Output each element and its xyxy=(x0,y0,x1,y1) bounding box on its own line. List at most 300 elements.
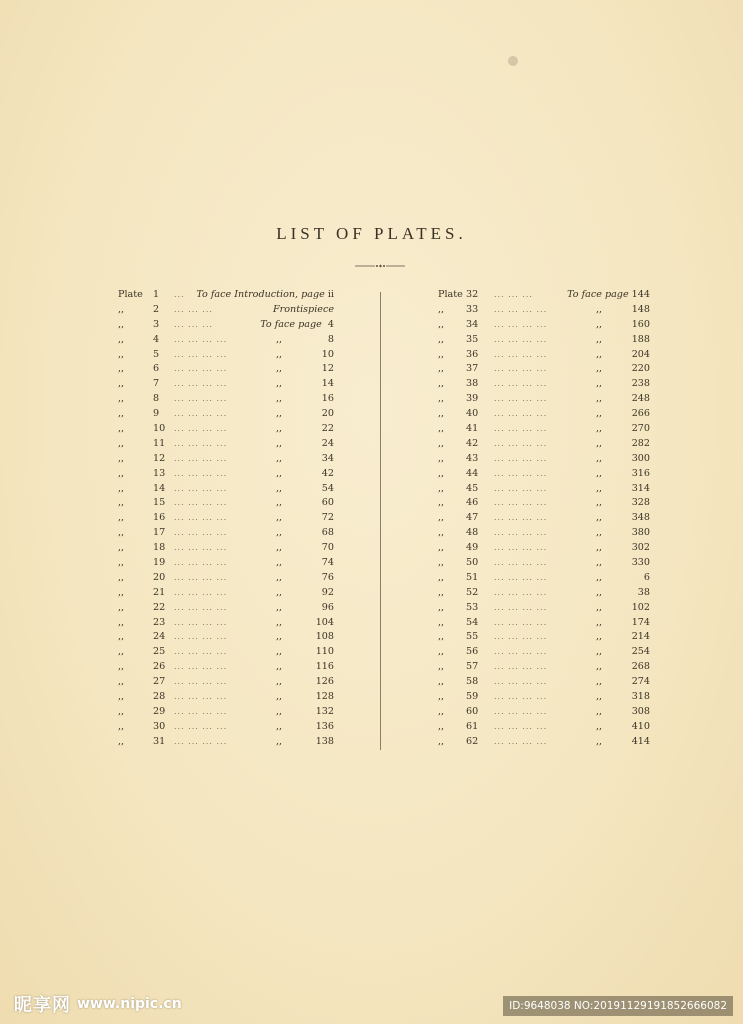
ditto-mark: ,, xyxy=(118,676,125,688)
leader-dots: ... ... ... ... xyxy=(174,409,228,419)
page-number: 268 xyxy=(631,661,650,673)
page-number: 54 xyxy=(321,482,334,494)
plate-number: 8 xyxy=(153,393,160,405)
plate-row xyxy=(118,556,334,571)
page-number: 6 xyxy=(643,571,650,583)
plate-number: 15 xyxy=(153,497,166,509)
ditto-mark: ,, xyxy=(596,393,603,405)
plate-number: 14 xyxy=(153,482,166,494)
ditto-mark: ,, xyxy=(438,527,445,539)
ditto-mark: ,, xyxy=(118,497,125,509)
page-number: 68 xyxy=(321,527,334,539)
plate-number: 43 xyxy=(466,452,479,464)
ditto-mark: ,, xyxy=(438,437,445,449)
plate-row xyxy=(118,392,334,407)
page-number: 102 xyxy=(631,601,650,613)
ditto-mark: ,, xyxy=(276,512,283,524)
leader-dots: ... ... ... ... xyxy=(174,736,228,746)
leader-dots: ... ... ... ... xyxy=(494,349,548,359)
reference-page: 4 xyxy=(321,318,334,330)
leader-dots: ... ... ... ... xyxy=(174,721,228,731)
plate-row xyxy=(438,705,650,720)
leader-dots: ... ... ... ... xyxy=(494,558,548,568)
ditto-mark: ,, xyxy=(276,408,283,420)
ditto-mark: ,, xyxy=(118,408,125,420)
ditto-mark: ,, xyxy=(118,452,125,464)
page-number: 24 xyxy=(321,437,334,449)
plate-number: 17 xyxy=(153,527,166,539)
page-number: 380 xyxy=(631,527,650,539)
ditto-mark: ,, xyxy=(438,303,445,315)
plate-row xyxy=(118,645,334,660)
plate-row xyxy=(438,541,650,556)
plate-row xyxy=(118,348,334,363)
plate-row xyxy=(118,526,334,541)
ditto-mark: ,, xyxy=(276,705,283,717)
plate-number: 34 xyxy=(466,318,479,330)
plate-number: 42 xyxy=(466,437,479,449)
plate-number: 41 xyxy=(466,423,479,435)
ditto-mark: ,, xyxy=(438,512,445,524)
plate-row xyxy=(118,482,334,497)
leader-dots: ... ... ... ... xyxy=(494,572,548,582)
ditto-mark: ,, xyxy=(438,676,445,688)
ditto-mark: ,, xyxy=(596,527,603,539)
ditto-mark: ,, xyxy=(438,348,445,360)
page-number: 174 xyxy=(631,616,650,628)
plate-number: 21 xyxy=(153,586,166,598)
page-number: 414 xyxy=(631,735,650,747)
ditto-mark: ,, xyxy=(118,661,125,673)
plate-number: 20 xyxy=(153,571,166,583)
ditto-mark: ,, xyxy=(118,586,125,598)
plate-row xyxy=(118,720,334,735)
ditto-mark: ,, xyxy=(276,586,283,598)
plate-number: 12 xyxy=(153,452,166,464)
ditto-mark: ,, xyxy=(276,467,283,479)
plate-row xyxy=(438,720,650,735)
leader-dots: ... ... ... ... xyxy=(174,483,228,493)
ditto-mark: ,, xyxy=(596,423,603,435)
page-number: 136 xyxy=(315,720,334,732)
plate-number: 28 xyxy=(153,691,166,703)
leader-dots: ... ... ... ... xyxy=(494,662,548,672)
page-number: 60 xyxy=(321,497,334,509)
leader-dots: ... ... ... ... xyxy=(494,409,548,419)
leader-dots: ... ... ... ... xyxy=(174,334,228,344)
plate-reference xyxy=(196,288,334,303)
ditto-mark: ,, xyxy=(118,363,125,375)
ditto-mark: ,, xyxy=(118,482,125,494)
ditto-mark: ,, xyxy=(596,676,603,688)
plate-number: 33 xyxy=(466,303,479,315)
plate-number: 13 xyxy=(153,467,166,479)
plate-number: 52 xyxy=(466,586,479,598)
ditto-mark: ,, xyxy=(276,482,283,494)
ditto-mark: ,, xyxy=(118,348,125,360)
ditto-mark: ,, xyxy=(596,363,603,375)
ditto-mark: ,, xyxy=(276,691,283,703)
reference-text: To face page xyxy=(260,318,322,330)
page-number: 96 xyxy=(321,601,334,613)
reference-prefix: To face xyxy=(196,289,235,300)
plate-row xyxy=(118,675,334,690)
plate-number: 5 xyxy=(153,348,160,360)
ditto-mark: ,, xyxy=(438,735,445,747)
ditto-mark: ,, xyxy=(276,542,283,554)
plate-row xyxy=(438,511,650,526)
plate-number: 1 xyxy=(153,289,160,300)
ditto-mark: ,, xyxy=(596,467,603,479)
plate-number: 26 xyxy=(153,661,166,673)
plate-number: 36 xyxy=(466,348,479,360)
ditto-mark: ,, xyxy=(276,452,283,464)
plate-label: Plate xyxy=(438,289,463,300)
plate-row xyxy=(438,377,650,392)
leader-dots: ... ... ... ... xyxy=(494,394,548,404)
plate-row xyxy=(118,541,334,556)
plate-number: 24 xyxy=(153,631,166,643)
page-number: 16 xyxy=(321,393,334,405)
plate-row xyxy=(118,452,334,467)
ditto-mark: ,, xyxy=(118,691,125,703)
leader-dots: ... ... ... ... xyxy=(494,692,548,702)
plate-row xyxy=(438,362,650,377)
plate-number: 45 xyxy=(466,482,479,494)
plate-number: 53 xyxy=(466,601,479,613)
leader-dots: ... ... ... ... xyxy=(174,692,228,702)
ditto-mark: ,, xyxy=(438,393,445,405)
plate-row xyxy=(438,422,650,437)
page-number: 138 xyxy=(315,735,334,747)
leader-dots: ... ... ... ... xyxy=(494,677,548,687)
page-number: 126 xyxy=(315,676,334,688)
ditto-mark: ,, xyxy=(118,705,125,717)
leader-dots: ... ... ... ... xyxy=(174,528,228,538)
plate-row xyxy=(118,586,334,601)
plate-row xyxy=(438,452,650,467)
plate-number: 19 xyxy=(153,557,166,569)
plate-number: 11 xyxy=(153,437,166,449)
leader-dots: ... ... ... ... xyxy=(494,453,548,463)
leader-dots: ... ... ... ... xyxy=(174,647,228,657)
ditto-mark: ,, xyxy=(118,557,125,569)
leader-dots: ... xyxy=(174,290,185,299)
plate-row xyxy=(438,586,650,601)
plate-number: 35 xyxy=(466,333,479,345)
plate-number: 29 xyxy=(153,705,166,717)
watermark-brand xyxy=(14,992,182,1016)
plate-row xyxy=(118,467,334,482)
plate-number: 51 xyxy=(466,571,479,583)
page-number: 148 xyxy=(631,303,650,315)
reference-page: ii xyxy=(324,289,334,300)
leader-dots: ... ... ... ... xyxy=(174,453,228,463)
plate-row xyxy=(438,392,650,407)
ditto-mark: ,, xyxy=(438,601,445,613)
ditto-mark: ,, xyxy=(438,646,445,658)
ditto-mark: ,, xyxy=(276,571,283,583)
page-number: 330 xyxy=(631,557,650,569)
ditto-mark: ,, xyxy=(118,542,125,554)
leader-dots: ... ... ... ... xyxy=(494,647,548,657)
ornament-divider xyxy=(355,263,405,269)
paper-speck xyxy=(508,56,518,66)
leader-dots: ... ... ... ... xyxy=(494,736,548,746)
leader-dots: ... ... ... ... xyxy=(494,513,548,523)
ditto-mark: ,, xyxy=(438,378,445,390)
page-number: 108 xyxy=(315,631,334,643)
plate-label: Plate xyxy=(118,289,143,300)
leader-dots: ... ... ... ... xyxy=(174,364,228,374)
plate-row xyxy=(118,511,334,526)
ditto-mark: ,, xyxy=(596,705,603,717)
ditto-mark: ,, xyxy=(438,661,445,673)
leader-dots: ... ... ... ... xyxy=(174,379,228,389)
page-number: 34 xyxy=(321,452,334,464)
leader-dots: ... ... ... ... xyxy=(174,424,228,434)
ditto-mark: ,, xyxy=(596,661,603,673)
ditto-mark: ,, xyxy=(596,437,603,449)
plate-number: 16 xyxy=(153,512,166,524)
plate-number: 54 xyxy=(466,616,479,628)
plate-number: 22 xyxy=(153,601,166,613)
plate-row xyxy=(438,437,650,452)
leader-dots: ... ... ... ... xyxy=(494,483,548,493)
page-number: 132 xyxy=(315,705,334,717)
watermark-id: ID:9648038 NO:20191129191852666082 xyxy=(503,996,733,1016)
ditto-mark: ,, xyxy=(118,646,125,658)
plate-row xyxy=(438,407,650,422)
page-number: 188 xyxy=(631,333,650,345)
ditto-mark: ,, xyxy=(118,318,125,330)
plate-number: 39 xyxy=(466,393,479,405)
page-number: 308 xyxy=(631,705,650,717)
page-number: 8 xyxy=(327,333,334,345)
plate-row xyxy=(438,675,650,690)
ditto-mark: ,, xyxy=(596,571,603,583)
reference-text: Introduction, page xyxy=(234,289,325,300)
ditto-mark: ,, xyxy=(118,423,125,435)
ditto-mark: ,, xyxy=(438,557,445,569)
plate-number: 32 xyxy=(466,289,479,300)
leader-dots: ... ... ... ... xyxy=(174,394,228,404)
plate-number: 40 xyxy=(466,408,479,420)
leader-dots: ... ... ... ... xyxy=(494,424,548,434)
plate-row xyxy=(118,660,334,675)
plate-number: 38 xyxy=(466,378,479,390)
plate-number: 7 xyxy=(153,378,160,390)
leader-dots: ... ... ... ... xyxy=(494,498,548,508)
ditto-mark: ,, xyxy=(276,676,283,688)
leader-dots: ... ... ... ... xyxy=(174,438,228,448)
ditto-mark: ,, xyxy=(276,616,283,628)
ditto-mark: ,, xyxy=(596,303,603,315)
leader-dots: ... ... ... ... xyxy=(174,468,228,478)
leader-dots: ... ... ... ... xyxy=(494,438,548,448)
page-number: 316 xyxy=(631,467,650,479)
page-number: 282 xyxy=(631,437,650,449)
plate-row xyxy=(118,422,334,437)
column-divider xyxy=(380,292,381,750)
plate-row xyxy=(118,705,334,720)
leader-dots: ... ... ... ... xyxy=(174,498,228,508)
page-number: 214 xyxy=(631,631,650,643)
page-number: 300 xyxy=(631,452,650,464)
ditto-mark: ,, xyxy=(596,408,603,420)
page-number: 12 xyxy=(321,363,334,375)
page-number: 238 xyxy=(631,378,650,390)
leader-dots: ... ... ... ... xyxy=(494,721,548,731)
ditto-mark: ,, xyxy=(596,482,603,494)
plates-column-left xyxy=(118,288,334,750)
plate-row xyxy=(118,362,334,377)
reference-page: 144 xyxy=(628,289,650,300)
plate-row xyxy=(438,660,650,675)
page-number: 72 xyxy=(321,512,334,524)
plate-number: 55 xyxy=(466,631,479,643)
ditto-mark: ,, xyxy=(438,616,445,628)
plate-number: 46 xyxy=(466,497,479,509)
page-number: 160 xyxy=(631,318,650,330)
plate-row xyxy=(118,333,334,348)
page-number: 266 xyxy=(631,408,650,420)
plate-number: 57 xyxy=(466,661,479,673)
page-number: 70 xyxy=(321,542,334,554)
plate-row xyxy=(118,630,334,645)
ditto-mark: ,, xyxy=(276,557,283,569)
leader-dots: ... ... ... ... xyxy=(174,706,228,716)
ditto-mark: ,, xyxy=(596,646,603,658)
plate-number: 23 xyxy=(153,616,166,628)
page-title: LIST OF PLATES. xyxy=(276,224,467,243)
ditto-mark: ,, xyxy=(596,586,603,598)
ditto-mark: ,, xyxy=(118,571,125,583)
leader-dots: ... ... ... xyxy=(174,319,213,329)
ditto-mark: ,, xyxy=(596,512,603,524)
leader-dots: ... ... ... ... xyxy=(174,349,228,359)
ditto-mark: ,, xyxy=(118,333,125,345)
leader-dots: ... ... ... ... xyxy=(174,558,228,568)
plate-row xyxy=(438,348,650,363)
leader-dots: ... ... ... ... xyxy=(494,364,548,374)
ditto-mark: ,, xyxy=(276,378,283,390)
ditto-mark: ,, xyxy=(596,378,603,390)
ditto-mark: ,, xyxy=(276,601,283,613)
leader-dots: ... ... ... ... xyxy=(174,602,228,612)
ditto-mark: ,, xyxy=(438,333,445,345)
ditto-mark: ,, xyxy=(438,318,445,330)
plate-row xyxy=(438,616,650,631)
leader-dots: ... ... ... ... xyxy=(494,706,548,716)
ditto-mark: ,, xyxy=(276,527,283,539)
page-number: 22 xyxy=(321,423,334,435)
plate-row xyxy=(118,437,334,452)
plate-number: 48 xyxy=(466,527,479,539)
page-number: 38 xyxy=(637,586,650,598)
plate-number: 62 xyxy=(466,735,479,747)
plate-number: 50 xyxy=(466,557,479,569)
reference-text: Frontispiece xyxy=(273,303,334,315)
page-number: 204 xyxy=(631,348,650,360)
plate-row xyxy=(118,303,334,318)
ditto-mark: ,, xyxy=(596,557,603,569)
ditto-mark: ,, xyxy=(276,631,283,643)
ditto-mark: ,, xyxy=(118,616,125,628)
ditto-mark: ,, xyxy=(438,571,445,583)
page-number: 220 xyxy=(631,363,650,375)
plate-row xyxy=(438,735,650,750)
ditto-mark: ,, xyxy=(118,735,125,747)
ditto-mark: ,, xyxy=(118,378,125,390)
ditto-mark: ,, xyxy=(276,363,283,375)
leader-dots: ... ... ... ... xyxy=(174,662,228,672)
ditto-mark: ,, xyxy=(438,542,445,554)
ditto-mark: ,, xyxy=(118,303,125,315)
plate-number: 10 xyxy=(153,423,166,435)
plate-number: 56 xyxy=(466,646,479,658)
leader-dots: ... ... ... ... xyxy=(494,617,548,627)
leader-dots: ... ... ... ... xyxy=(494,334,548,344)
ditto-mark: ,, xyxy=(276,393,283,405)
plate-number: 59 xyxy=(466,691,479,703)
leader-dots: ... ... ... ... xyxy=(494,468,548,478)
page-number: 328 xyxy=(631,497,650,509)
plate-number: 44 xyxy=(466,467,479,479)
plate-number: 31 xyxy=(153,735,166,747)
page-number: 248 xyxy=(631,393,650,405)
leader-dots: ... ... ... ... xyxy=(174,543,228,553)
plate-number: 27 xyxy=(153,676,166,688)
page-number: 318 xyxy=(631,691,650,703)
ditto-mark: ,, xyxy=(438,691,445,703)
ditto-mark: ,, xyxy=(596,348,603,360)
page-number: 110 xyxy=(315,646,334,658)
ditto-mark: ,, xyxy=(276,661,283,673)
ditto-mark: ,, xyxy=(276,437,283,449)
ditto-mark: ,, xyxy=(276,333,283,345)
ditto-mark: ,, xyxy=(118,393,125,405)
leader-dots: ... ... ... ... xyxy=(494,304,548,314)
page-number: 410 xyxy=(631,720,650,732)
ditto-mark: ,, xyxy=(596,601,603,613)
plate-row xyxy=(118,407,334,422)
plate-row xyxy=(118,318,334,333)
page-number: 348 xyxy=(631,512,650,524)
page-number: 254 xyxy=(631,646,650,658)
page-number: 20 xyxy=(321,408,334,420)
ditto-mark: ,, xyxy=(118,437,125,449)
plate-row xyxy=(438,645,650,660)
plate-row xyxy=(438,601,650,616)
page-number: 14 xyxy=(321,378,334,390)
ditto-mark: ,, xyxy=(118,512,125,524)
ditto-mark: ,, xyxy=(118,601,125,613)
ditto-mark: ,, xyxy=(596,452,603,464)
plate-row xyxy=(118,690,334,705)
ditto-mark: ,, xyxy=(596,542,603,554)
ditto-mark: ,, xyxy=(118,720,125,732)
plate-number: 58 xyxy=(466,676,479,688)
plate-number: 37 xyxy=(466,363,479,375)
plate-number: 3 xyxy=(153,318,160,330)
ditto-mark: ,, xyxy=(438,423,445,435)
plate-row xyxy=(438,571,650,586)
leader-dots: ... ... ... ... xyxy=(494,528,548,538)
plate-number: 6 xyxy=(153,363,160,375)
ditto-mark: ,, xyxy=(276,497,283,509)
leader-dots: ... ... ... ... xyxy=(174,617,228,627)
